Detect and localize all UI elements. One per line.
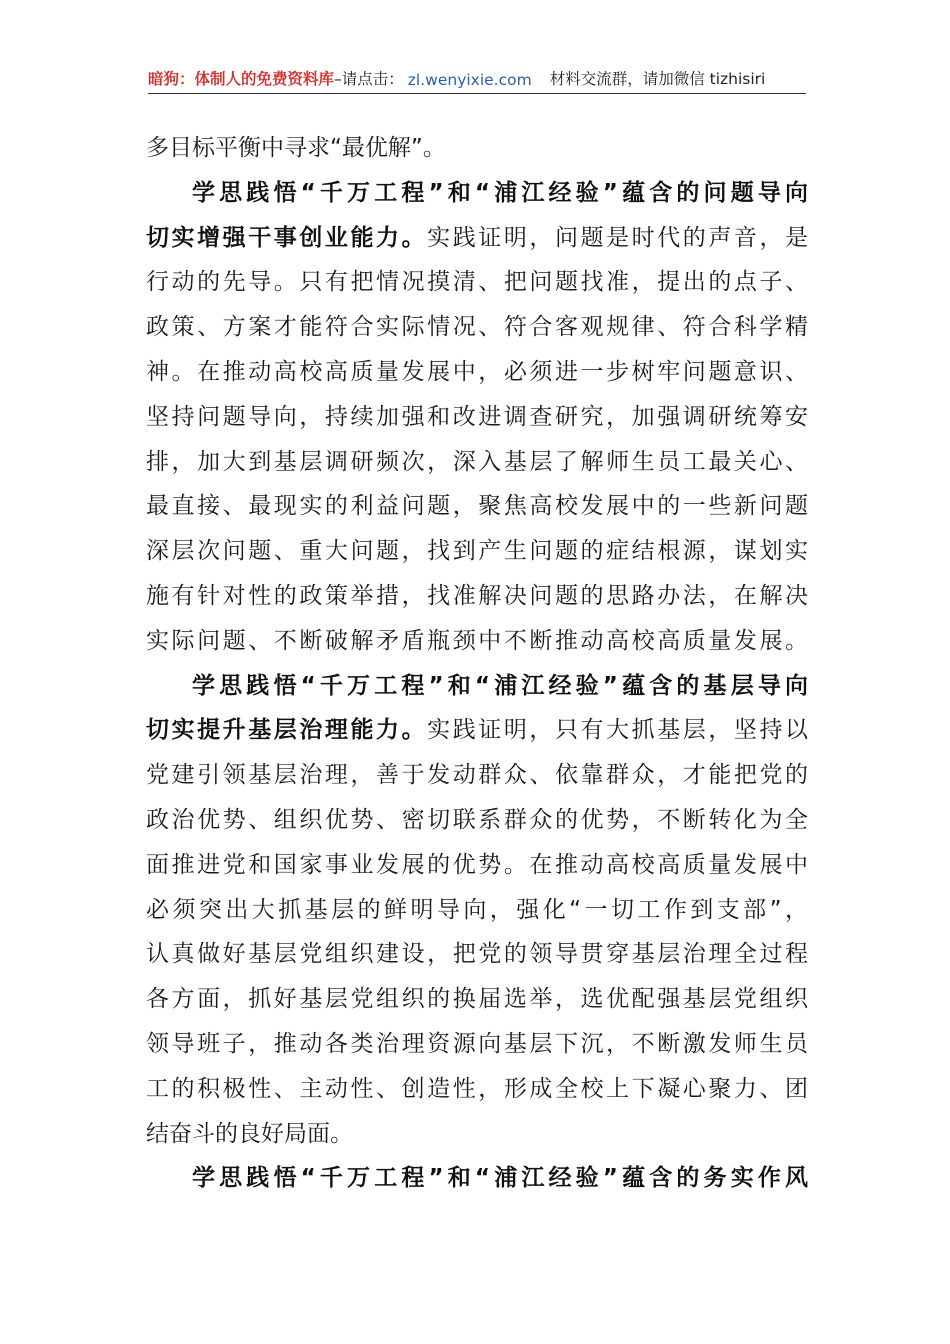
page-header [148,64,806,94]
body-text: 行动的先导。只有把情况摸清、把问题找准，提出的点子、 [146,269,808,296]
text-line [146,529,808,574]
text-line [146,1112,808,1157]
text-line [146,1156,808,1201]
text-line [146,440,808,485]
body-text: 认真做好基层党组织建设，把党的领导贯穿基层治理全过程 [146,941,808,968]
text-line [146,350,808,395]
header-click-text: –请点击： [334,70,404,88]
body-text: 神。在推动高校高质量发展中，必须进一步树牢问题意识、 [146,358,808,385]
text-line [146,932,808,977]
body-text: 结奋斗的良好局面。 [146,1120,353,1147]
body-text: 施有针对性的政策举措，找准解决问题的思路办法，在解决 [146,582,808,609]
body-text: 实践证明，问题是时代的声音，是 [427,224,809,251]
bold-heading-text: 学思践悟“千万工程”和“浦江经验”蕴含的务实作风 [192,1165,808,1192]
text-line [146,708,808,753]
text-line [146,977,808,1022]
text-line [146,888,808,933]
bold-heading-text: 切实增强干事创业能力。 [146,224,428,251]
body-text: 政策、方案才能符合实际情况、符合客观规律、符合科学精 [146,314,808,341]
text-line [146,664,808,709]
text-line [146,484,808,529]
text-line [146,843,808,888]
text-line [146,574,808,619]
body-text: 坚持问题导向，持续加强和改进调查研究，加强调研统筹安 [146,403,808,430]
text-line [146,1022,808,1067]
body-text: 政治优势、组织优势、密切联系群众的优势，不断转化为全 [146,806,808,833]
body-text: 工的积极性、主动性、创造性，形成全校上下凝心聚力、团 [146,1075,808,1102]
body-text: 党建引领基层治理，善于发动群众、依靠群众，才能把党的 [146,762,808,789]
document-body [146,126,808,1201]
header-url-link[interactable]: zl.wenyixie.com [407,71,532,89]
body-text: 排，加大到基层调研频次，深入基层了解师生员工最关心、 [146,448,808,475]
body-text: 面推进党和国家事业发展的优势。在推动高校高质量发展中 [146,851,808,878]
text-line [146,619,808,664]
bold-heading-text: 学思践悟“千万工程”和“浦江经验”蕴含的基层导向 [192,672,808,699]
body-text: 最直接、最现实的利益问题，聚焦高校发展中的一些新问题 [146,493,808,520]
body-text: 领导班子，推动各类治理资源向基层下沉，不断激发师生员 [146,1030,808,1057]
bold-heading-text: 学思践悟“千万工程”和“浦江经验”蕴含的问题导向 [192,179,808,206]
text-line [146,798,808,843]
text-line [146,171,808,216]
body-text: 实践证明，只有大抓基层，坚持以 [427,717,809,744]
text-line [146,1067,808,1112]
body-text: 多目标平衡中寻求“最优解”。 [146,135,446,161]
body-text: 实际问题、不断破解矛盾瓶颈中不断推动高校高质量发展。 [146,627,808,654]
text-line [146,260,808,305]
header-brand: 暗狗：体制人的免费资料库 [148,70,335,88]
text-line [146,216,808,261]
text-line [146,395,808,440]
text-line [146,126,808,171]
body-text: 必须突出大抓基层的鲜明导向，强化“一切工作到支部”， [146,896,808,923]
text-line [146,305,808,350]
bold-heading-text: 切实提升基层治理能力。 [146,717,428,744]
text-line [146,753,808,798]
body-text: 深层次问题、重大问题，找到产生问题的症结根源，谋划实 [146,538,808,565]
body-text: 各方面，抓好基层党组织的换届选举，选优配强基层党组织 [146,986,808,1013]
header-group-text: 材料交流群，请加微信 tizhisiri [549,70,766,88]
